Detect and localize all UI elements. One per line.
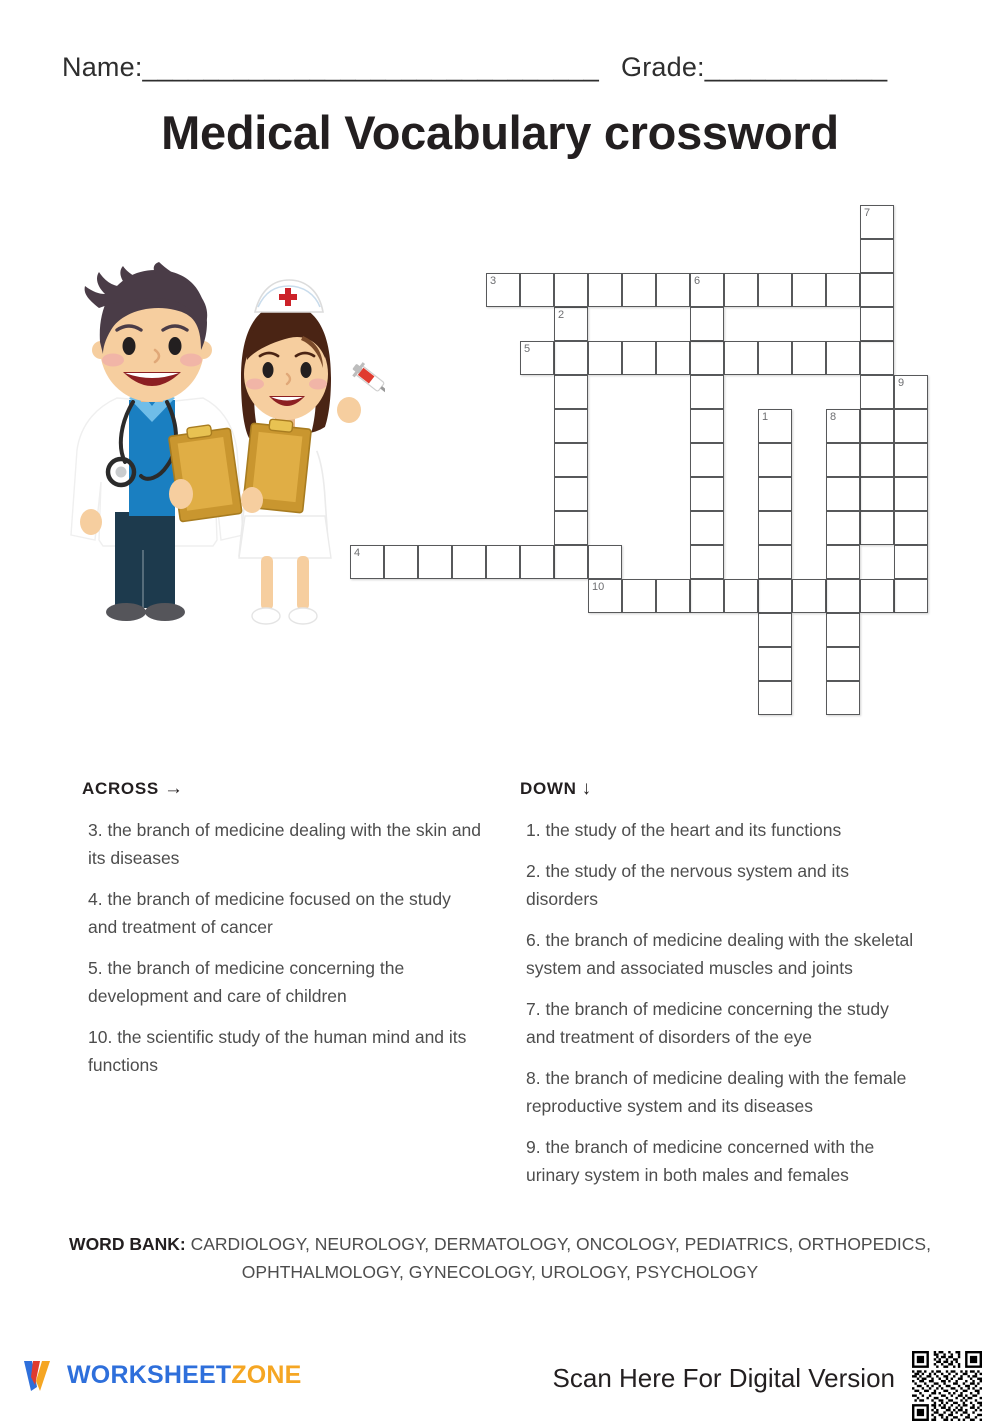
crossword-cell[interactable]: [622, 273, 656, 307]
down-heading-label: DOWN: [520, 779, 577, 798]
qr-code-icon[interactable]: [912, 1351, 982, 1421]
cell-number: 6: [694, 275, 701, 287]
crossword-cell[interactable]: [826, 613, 860, 647]
crossword-cell[interactable]: [860, 307, 894, 341]
crossword-grid[interactable]: [350, 205, 950, 765]
crossword-cell[interactable]: [826, 647, 860, 681]
cell-number: 9: [898, 377, 905, 389]
crossword-cell[interactable]: [418, 545, 452, 579]
crossword-cell[interactable]: [758, 443, 792, 477]
crossword-cell[interactable]: [690, 545, 724, 579]
crossword-cell[interactable]: [860, 205, 894, 239]
crossword-cell[interactable]: [724, 341, 758, 375]
doctor-and-nurse-illustration: [55, 250, 385, 650]
crossword-cell[interactable]: [826, 409, 860, 443]
crossword-cell[interactable]: [860, 579, 894, 613]
crossword-cell[interactable]: [826, 273, 860, 307]
crossword-cell[interactable]: [656, 273, 690, 307]
crossword-cell[interactable]: [792, 273, 826, 307]
crossword-cell[interactable]: [690, 307, 724, 341]
crossword-cell[interactable]: [724, 273, 758, 307]
cell-number: 4: [354, 547, 361, 559]
crossword-cell[interactable]: [758, 545, 792, 579]
crossword-cell[interactable]: [554, 477, 588, 511]
crossword-cell[interactable]: [894, 545, 928, 579]
crossword-cell[interactable]: [860, 273, 894, 307]
crossword-cell[interactable]: [758, 681, 792, 715]
cell-number: 7: [864, 207, 871, 219]
across-clue-list: [82, 816, 482, 1079]
across-clues-column: [82, 778, 482, 1092]
crossword-cell[interactable]: [894, 511, 928, 545]
clue-item: 8. the branch of medicine dealing with the female reproductive system and its diseases: [526, 1068, 907, 1116]
clue-item: 1. the study of the heart and its functions: [526, 820, 842, 840]
crossword-cell[interactable]: [690, 477, 724, 511]
down-heading: [520, 778, 920, 800]
across-heading: [82, 778, 482, 800]
cell-number: 10: [592, 581, 605, 593]
crossword-cell[interactable]: [894, 375, 928, 409]
crossword-cell[interactable]: [894, 443, 928, 477]
down-arrow-icon: ↓: [581, 778, 592, 799]
crossword-cell[interactable]: [758, 579, 792, 613]
crossword-cell[interactable]: [792, 579, 826, 613]
crossword-cell[interactable]: [826, 443, 860, 477]
crossword-cell[interactable]: [520, 545, 554, 579]
word-bank-label: WORD BANK:: [69, 1234, 186, 1254]
crossword-cell[interactable]: [826, 341, 860, 375]
crossword-cell[interactable]: [554, 341, 588, 375]
name-grade-row: [62, 52, 942, 83]
scan-instruction-text: Scan Here For Digital Version: [552, 1363, 895, 1393]
crossword-cell[interactable]: [690, 341, 724, 375]
crossword-cell[interactable]: [826, 511, 860, 545]
name-label: Name:: [62, 52, 143, 82]
clue-item: 5. the branch of medicine concerning the development and care of children: [88, 958, 405, 1006]
crossword-cell[interactable]: [860, 375, 894, 409]
crossword-cell[interactable]: [350, 545, 384, 579]
crossword-cell[interactable]: [690, 273, 724, 307]
crossword-cell[interactable]: [520, 341, 554, 375]
crossword-cell[interactable]: [622, 579, 656, 613]
crossword-cell[interactable]: [588, 341, 622, 375]
crossword-cell[interactable]: [758, 613, 792, 647]
crossword-cell[interactable]: [622, 341, 656, 375]
crossword-cell[interactable]: [554, 409, 588, 443]
crossword-cell[interactable]: [758, 341, 792, 375]
cell-number: 3: [490, 275, 497, 287]
logo-text-zone: ZONE: [231, 1360, 302, 1389]
crossword-cell[interactable]: [860, 239, 894, 273]
crossword-cell[interactable]: [656, 579, 690, 613]
worksheet-zone-logo[interactable]: [20, 1355, 302, 1395]
grade-label: Grade:: [621, 52, 705, 82]
worksheet-zone-mark-icon: [20, 1355, 60, 1395]
crossword-cell[interactable]: [826, 681, 860, 715]
clues-section: [0, 778, 1000, 1218]
clue-item: 6. the branch of medicine dealing with the skeletal system and associated muscles and joints: [526, 930, 914, 978]
crossword-cell[interactable]: [656, 341, 690, 375]
clue-item: 7. the branch of medicine concerning the study and treatment of disorders of the eye: [526, 999, 889, 1047]
clue-item: 3. the branch of medicine dealing with the skin and its diseases: [88, 820, 482, 868]
crossword-cell[interactable]: [690, 409, 724, 443]
crossword-cell[interactable]: [826, 579, 860, 613]
crossword-cell[interactable]: [860, 511, 894, 545]
crossword-cell[interactable]: [690, 443, 724, 477]
page-title: Medical Vocabulary crossword: [161, 106, 839, 159]
crossword-cell[interactable]: [588, 273, 622, 307]
crossword-cell[interactable]: [554, 545, 588, 579]
crossword-cell[interactable]: [554, 273, 588, 307]
crossword-cell[interactable]: [860, 443, 894, 477]
crossword-cell[interactable]: [758, 511, 792, 545]
crossword-cell[interactable]: [758, 273, 792, 307]
word-bank: [60, 1230, 940, 1286]
cell-number: 8: [830, 411, 837, 423]
clue-item: 9. the branch of medicine concerned with the urinary system in both males and females: [526, 1137, 875, 1185]
crossword-cell[interactable]: [554, 375, 588, 409]
crossword-cell[interactable]: [758, 477, 792, 511]
crossword-cell[interactable]: [486, 545, 520, 579]
crossword-cell[interactable]: [860, 341, 894, 375]
crossword-cell[interactable]: [894, 409, 928, 443]
crossword-cell[interactable]: [826, 477, 860, 511]
down-clue-list: [520, 816, 920, 1189]
crossword-cell[interactable]: [826, 545, 860, 579]
crossword-cell[interactable]: [860, 409, 894, 443]
cell-number: 5: [524, 343, 531, 355]
crossword-cell[interactable]: [554, 443, 588, 477]
crossword-cell[interactable]: [758, 409, 792, 443]
crossword-cell[interactable]: [554, 307, 588, 341]
logo-text-worksheet: WORKSHEET: [67, 1360, 232, 1389]
cell-number: 1: [762, 411, 769, 423]
crossword-cell[interactable]: [588, 545, 622, 579]
word-bank-words: CARDIOLOGY, NEUROLOGY, DERMATOLOGY, ONCOLOGY, PEDIATRICS, ORTHOPEDICS, OPHTHALMOLOGY, GYNECOLOGY, UROLOGY, PSYCHOLOGY: [190, 1234, 931, 1282]
clue-item: 4. the branch of medicine focused on the study and treatment of cancer: [88, 889, 451, 937]
crossword-cell[interactable]: [894, 477, 928, 511]
name-blank[interactable]: ______________________________: [142, 52, 600, 82]
crossword-cell[interactable]: [690, 511, 724, 545]
right-arrow-icon: →: [163, 778, 184, 799]
crossword-cell[interactable]: [758, 647, 792, 681]
crossword-cell[interactable]: [860, 477, 894, 511]
clue-item: 10. the scientific study of the human mind and its functions: [88, 1027, 467, 1075]
crossword-cell[interactable]: [486, 273, 520, 307]
crossword-cell[interactable]: [554, 511, 588, 545]
clue-item: 2. the study of the nervous system and its disorders: [526, 861, 849, 909]
crossword-cell[interactable]: [690, 579, 724, 613]
down-clues-column: [520, 778, 920, 1202]
crossword-cell[interactable]: [384, 545, 418, 579]
crossword-cell[interactable]: [724, 579, 758, 613]
cell-number: 2: [558, 309, 565, 321]
crossword-cell[interactable]: [520, 273, 554, 307]
page-footer: [0, 1345, 1000, 1414]
crossword-cell[interactable]: [452, 545, 486, 579]
crossword-cell[interactable]: [588, 579, 622, 613]
grade-blank[interactable]: ____________: [704, 52, 888, 82]
crossword-cell[interactable]: [894, 579, 928, 613]
across-heading-label: ACROSS: [82, 779, 159, 798]
crossword-cell[interactable]: [792, 341, 826, 375]
crossword-cell[interactable]: [690, 375, 724, 409]
